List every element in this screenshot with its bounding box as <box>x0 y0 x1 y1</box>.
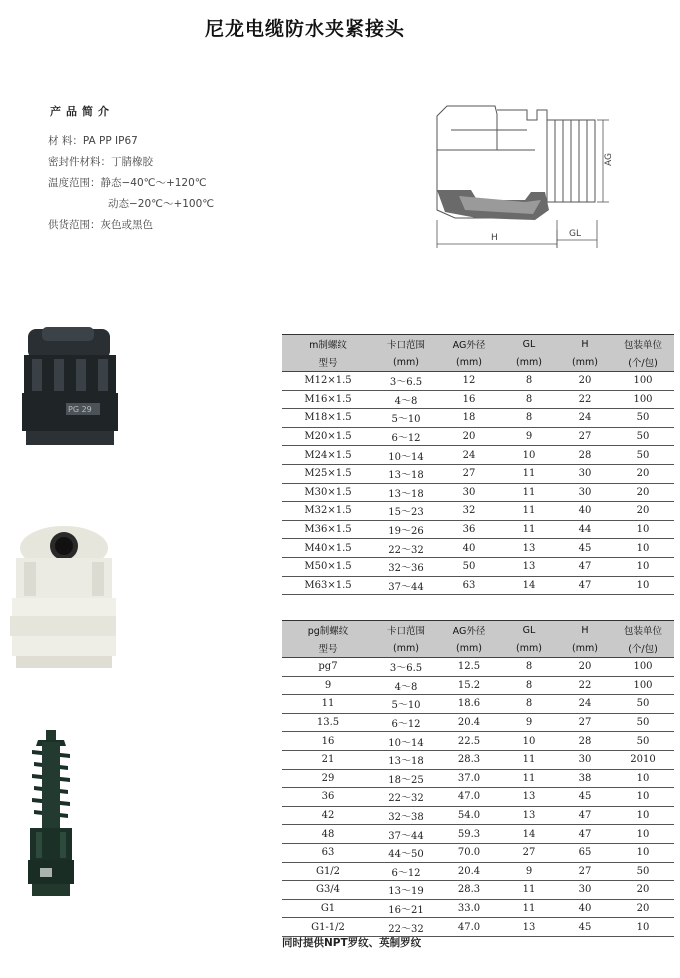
column-header: 包装单位 <box>612 621 674 640</box>
table-row <box>282 918 674 937</box>
table-row <box>282 750 674 769</box>
gl-label: GL <box>569 229 581 239</box>
table-cell: M12×1.5 <box>282 372 374 391</box>
table-row <box>282 788 674 807</box>
table-row <box>282 713 674 732</box>
table-cell: 45 <box>558 788 612 807</box>
table-cell: 20 <box>438 427 500 446</box>
table-cell: 27 <box>558 862 612 881</box>
table-cell: 13 <box>500 918 558 937</box>
green-strain-relief-gland-image <box>22 728 82 898</box>
table-cell: 47 <box>558 825 612 844</box>
table-cell: 8 <box>500 658 558 677</box>
column-header: AG外径 <box>438 621 500 640</box>
h-label: H <box>491 233 498 243</box>
table-cell: M25×1.5 <box>282 464 374 483</box>
table-cell: 44～50 <box>374 843 438 862</box>
table-cell: 13 <box>500 539 558 558</box>
table-row <box>282 483 674 502</box>
table-cell: 100 <box>612 676 674 695</box>
table-cell: 21 <box>282 750 374 769</box>
table-row <box>282 695 674 714</box>
table-cell: 45 <box>558 918 612 937</box>
table-row <box>282 557 674 576</box>
table-row <box>282 676 674 695</box>
table-cell: 27 <box>438 464 500 483</box>
table-cell: 13～18 <box>374 464 438 483</box>
table-cell: 10 <box>612 825 674 844</box>
table-cell: 48 <box>282 825 374 844</box>
table-cell: 2010 <box>612 750 674 769</box>
table-cell: 16 <box>282 732 374 751</box>
table-cell: 11 <box>282 695 374 714</box>
table-cell: M36×1.5 <box>282 520 374 539</box>
table-cell: 19～26 <box>374 520 438 539</box>
table-cell: 50 <box>612 732 674 751</box>
table-cell: 12 <box>438 372 500 391</box>
column-header: m制螺纹 <box>282 335 374 354</box>
column-header: pg制螺纹 <box>282 621 374 640</box>
column-header: (mm) <box>374 353 438 372</box>
table-row <box>282 502 674 521</box>
table-cell: 54.0 <box>438 806 500 825</box>
table-cell: 12.5 <box>438 658 500 677</box>
table-cell: 40 <box>558 899 612 918</box>
table-cell: 37.0 <box>438 769 500 788</box>
table-header-row <box>282 639 674 658</box>
table-cell: 8 <box>500 695 558 714</box>
table-cell: 50 <box>612 862 674 881</box>
dimension-diagram <box>425 90 625 250</box>
table-row <box>282 658 674 677</box>
table-cell: 30 <box>558 483 612 502</box>
table-cell: pg7 <box>282 658 374 677</box>
table-cell: 32～36 <box>374 557 438 576</box>
table-row <box>282 769 674 788</box>
table-cell: 32～38 <box>374 806 438 825</box>
supply-text: 供货范围：灰色或黑色 <box>48 219 153 231</box>
white-cable-gland-image <box>8 522 118 672</box>
table-cell: 28.3 <box>438 881 500 900</box>
table-cell: 37～44 <box>374 825 438 844</box>
table-header-row <box>282 621 674 640</box>
table-cell: 47.0 <box>438 918 500 937</box>
table-cell: 30 <box>558 750 612 769</box>
table-cell: 11 <box>500 769 558 788</box>
table-cell: 50 <box>612 427 674 446</box>
column-header: AG外径 <box>438 335 500 354</box>
table-cell: 10 <box>500 732 558 751</box>
table-cell: 10 <box>612 539 674 558</box>
table-cell: 22～32 <box>374 788 438 807</box>
table-cell: 20 <box>612 899 674 918</box>
table-cell: 50 <box>438 557 500 576</box>
column-header: (mm) <box>558 353 612 372</box>
table-cell: 47.0 <box>438 788 500 807</box>
table-row <box>282 806 674 825</box>
column-header: GL <box>500 621 558 640</box>
column-header: 型号 <box>282 639 374 658</box>
table-cell: 15～23 <box>374 502 438 521</box>
table-cell: G3/4 <box>282 881 374 900</box>
table-cell: 11 <box>500 502 558 521</box>
table-cell: 30 <box>558 464 612 483</box>
table-cell: 22 <box>558 390 612 409</box>
table-cell: 18～25 <box>374 769 438 788</box>
table-cell: 22～32 <box>374 918 438 937</box>
column-header: 包装单位 <box>612 335 674 354</box>
black-gland-label: PG 29 <box>68 405 92 414</box>
table-cell: 10 <box>500 446 558 465</box>
table-cell: 8 <box>500 409 558 428</box>
table-cell: 11 <box>500 464 558 483</box>
seal-material-text: 密封件材料：丁腈橡胶 <box>48 156 153 168</box>
table-cell: 8 <box>500 390 558 409</box>
table-cell: 11 <box>500 483 558 502</box>
table-cell: 63 <box>282 843 374 862</box>
table-cell: G1-1/2 <box>282 918 374 937</box>
table-cell: 20 <box>558 658 612 677</box>
table-row <box>282 409 674 428</box>
temp-dynamic-text: 动态−20℃～+100℃ <box>108 198 215 210</box>
table-cell: 45 <box>558 539 612 558</box>
table-cell: 6～12 <box>374 713 438 732</box>
table-cell: 13～18 <box>374 750 438 769</box>
table-header-row <box>282 335 674 354</box>
table-cell: M24×1.5 <box>282 446 374 465</box>
table-cell: 24 <box>558 695 612 714</box>
table-row <box>282 427 674 446</box>
table-cell: 38 <box>558 769 612 788</box>
table-cell: 10 <box>612 769 674 788</box>
table-cell: 40 <box>438 539 500 558</box>
pg-thread-spec-table <box>282 620 674 937</box>
table-cell: 36 <box>282 788 374 807</box>
table-cell: 10 <box>612 843 674 862</box>
table-row <box>282 843 674 862</box>
column-header: (mm) <box>374 639 438 658</box>
table-cell: 47 <box>558 576 612 595</box>
table-cell: 3～6.5 <box>374 372 438 391</box>
table-cell: 10～14 <box>374 446 438 465</box>
table-cell: 6～12 <box>374 862 438 881</box>
table-cell: 50 <box>612 409 674 428</box>
table-cell: M32×1.5 <box>282 502 374 521</box>
column-header: (mm) <box>438 639 500 658</box>
table-row <box>282 520 674 539</box>
table-cell: 11 <box>500 750 558 769</box>
table-cell: 29 <box>282 769 374 788</box>
table-cell: M40×1.5 <box>282 539 374 558</box>
table-cell: 50 <box>612 695 674 714</box>
table-cell: 30 <box>558 881 612 900</box>
table-cell: 10 <box>612 788 674 807</box>
table-cell: M16×1.5 <box>282 390 374 409</box>
table-cell: 11 <box>500 899 558 918</box>
table-cell: 22～32 <box>374 539 438 558</box>
table-row <box>282 862 674 881</box>
column-header: 型号 <box>282 353 374 372</box>
table-cell: 14 <box>500 825 558 844</box>
table-cell: 24 <box>558 409 612 428</box>
page-title: 尼龙电缆防水夹紧接头 <box>205 18 406 40</box>
table-row <box>282 881 674 900</box>
table-cell: 28 <box>558 446 612 465</box>
table-cell: 22 <box>558 676 612 695</box>
table-row <box>282 825 674 844</box>
table-cell: M63×1.5 <box>282 576 374 595</box>
table-row <box>282 899 674 918</box>
table-cell: 59.3 <box>438 825 500 844</box>
table-cell: 8 <box>500 372 558 391</box>
table-cell: 100 <box>612 658 674 677</box>
column-header: 卡口范围 <box>374 335 438 354</box>
column-header: (mm) <box>500 353 558 372</box>
table-row <box>282 372 674 391</box>
table-cell: 9 <box>500 713 558 732</box>
table-cell: M50×1.5 <box>282 557 374 576</box>
column-header: H <box>558 621 612 640</box>
table-cell: M30×1.5 <box>282 483 374 502</box>
table-cell: 33.0 <box>438 899 500 918</box>
table-cell: 27 <box>558 713 612 732</box>
table-cell: 22.5 <box>438 732 500 751</box>
black-cable-gland-image <box>14 325 124 450</box>
ag-label: AG <box>604 153 614 166</box>
table-cell: 14 <box>500 576 558 595</box>
table-cell: 27 <box>558 427 612 446</box>
table-cell: 9 <box>500 862 558 881</box>
table-cell: 4～8 <box>374 390 438 409</box>
table-cell: G1/2 <box>282 862 374 881</box>
table-cell: 20.4 <box>438 713 500 732</box>
table-cell: 28 <box>558 732 612 751</box>
column-header: (mm) <box>558 639 612 658</box>
table-cell: 5～10 <box>374 695 438 714</box>
table-cell: G1 <box>282 899 374 918</box>
table-cell: 3～6.5 <box>374 658 438 677</box>
table-cell: 10 <box>612 918 674 937</box>
table-cell: 100 <box>612 390 674 409</box>
table-cell: 9 <box>500 427 558 446</box>
thread-note: 同时提供NPT罗纹、英制罗纹 <box>282 937 422 949</box>
table-cell: 5～10 <box>374 409 438 428</box>
table-cell: 11 <box>500 520 558 539</box>
table-cell: 20 <box>558 372 612 391</box>
table-cell: 27 <box>500 843 558 862</box>
column-header: 卡口范围 <box>374 621 438 640</box>
table-cell: 28.3 <box>438 750 500 769</box>
table-cell: 65 <box>558 843 612 862</box>
table-cell: 50 <box>612 446 674 465</box>
material-text: 材 料：PA PP IP67 <box>48 135 138 147</box>
table-cell: 20 <box>612 483 674 502</box>
temp-static-text: 温度范围：静态−40℃～+120℃ <box>48 177 207 189</box>
table-cell: 16 <box>438 390 500 409</box>
m-thread-spec-table <box>282 334 674 595</box>
table-cell: 13～18 <box>374 483 438 502</box>
table-row <box>282 539 674 558</box>
table-cell: 30 <box>438 483 500 502</box>
table-cell: 10 <box>612 576 674 595</box>
intro-heading: 产品简介 <box>50 105 114 118</box>
column-header: (mm) <box>438 353 500 372</box>
column-header: H <box>558 335 612 354</box>
table-row <box>282 390 674 409</box>
table-row <box>282 446 674 465</box>
column-header: (个/包) <box>612 353 674 372</box>
table-cell: 6～12 <box>374 427 438 446</box>
table-cell: M18×1.5 <box>282 409 374 428</box>
table-row <box>282 464 674 483</box>
table-row <box>282 732 674 751</box>
table-cell: 37～44 <box>374 576 438 595</box>
table-cell: 63 <box>438 576 500 595</box>
table-cell: 15.2 <box>438 676 500 695</box>
table-cell: 13 <box>500 557 558 576</box>
table-cell: 10 <box>612 557 674 576</box>
table-cell: 10～14 <box>374 732 438 751</box>
table-cell: 10 <box>612 806 674 825</box>
table-cell: 13～19 <box>374 881 438 900</box>
table-cell: 13 <box>500 806 558 825</box>
table-cell: 24 <box>438 446 500 465</box>
table-cell: 4～8 <box>374 676 438 695</box>
column-header: GL <box>500 335 558 354</box>
table-cell: 20 <box>612 464 674 483</box>
table-cell: 18.6 <box>438 695 500 714</box>
table-cell: 42 <box>282 806 374 825</box>
column-header: (个/包) <box>612 639 674 658</box>
table-cell: 16～21 <box>374 899 438 918</box>
table-header-row <box>282 353 674 372</box>
table-cell: M20×1.5 <box>282 427 374 446</box>
table-cell: 47 <box>558 557 612 576</box>
table-cell: 47 <box>558 806 612 825</box>
column-header: (mm) <box>500 639 558 658</box>
table-cell: 32 <box>438 502 500 521</box>
table-cell: 10 <box>612 520 674 539</box>
table-cell: 70.0 <box>438 843 500 862</box>
table-cell: 11 <box>500 881 558 900</box>
table-cell: 13.5 <box>282 713 374 732</box>
table-cell: 13 <box>500 788 558 807</box>
table-cell: 50 <box>612 713 674 732</box>
table-cell: 8 <box>500 676 558 695</box>
table-row <box>282 576 674 595</box>
table-cell: 36 <box>438 520 500 539</box>
table-cell: 18 <box>438 409 500 428</box>
table-cell: 100 <box>612 372 674 391</box>
table-cell: 20.4 <box>438 862 500 881</box>
table-cell: 20 <box>612 881 674 900</box>
table-cell: 44 <box>558 520 612 539</box>
table-cell: 9 <box>282 676 374 695</box>
table-cell: 20 <box>612 502 674 521</box>
table-cell: 40 <box>558 502 612 521</box>
